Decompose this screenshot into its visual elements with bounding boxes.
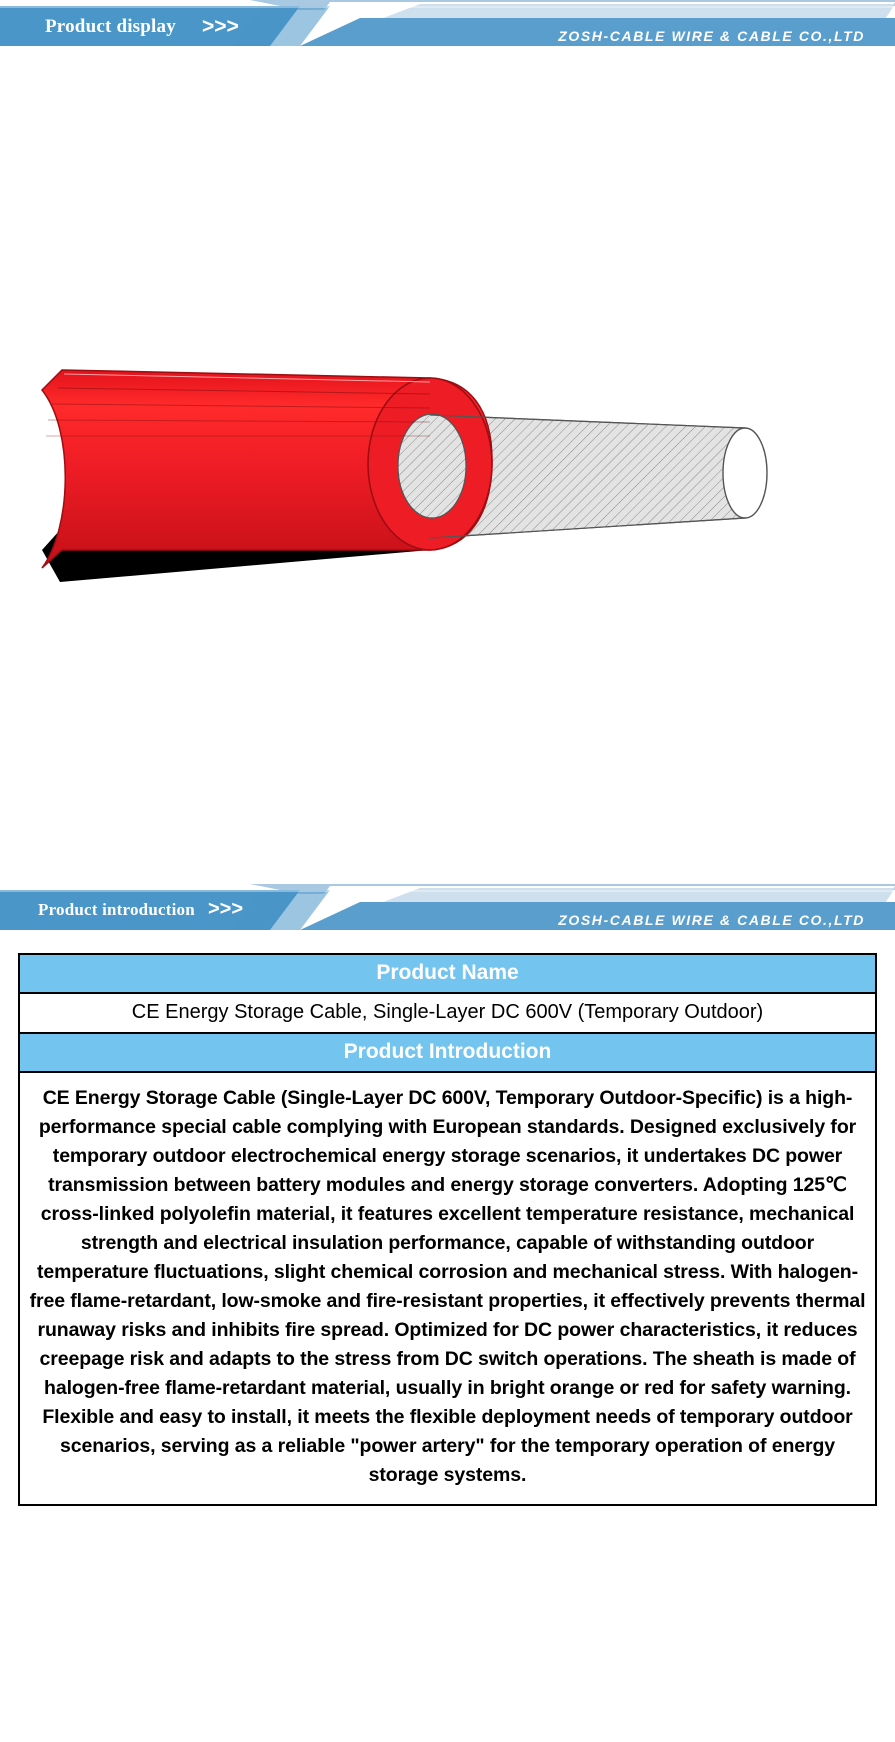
banner-product-introduction: [0, 884, 895, 930]
cable-illustration: [0, 300, 895, 700]
product-name-value: CE Energy Storage Cable, Single-Layer DC 600V (Temporary Outdoor): [20, 994, 875, 1034]
product-image: [0, 300, 895, 700]
banner-product-display: [0, 0, 895, 46]
banner-intro-arrows-icon: >>>: [208, 898, 244, 920]
banner-intro-company-name: ZOSH-CABLE WIRE & CABLE CO.,LTD: [558, 912, 865, 928]
banner-top-company-name: ZOSH-CABLE WIRE & CABLE CO.,LTD: [558, 28, 865, 44]
product-name-header: Product Name: [20, 955, 875, 994]
banner-top-arrows-icon: >>>: [202, 15, 239, 38]
product-introduction-body: CE Energy Storage Cable (Single-Layer DC 600V, Temporary Outdoor-Specific) is a high-performance special cable complying with European standards. Designed exclusively for temporary outdoor electrochemical energy storage scenarios, it undertakes DC power transmission between battery modules and energy storage converters. Adopting 125℃ cross-linked polyolefin material, it features excellent temperature resistance, mechanical strength and electrical insulation performance, capable of withstanding outdoor temperature fluctuations, slight chemical corrosion and mechanical stress. With halogen-free flame-retardant, low-smoke and fire-resistant properties, it effectively prevents thermal runaway risks and inhibits fire spread. Optimized for DC power characteristics, it reduces creepage risk and adapts to the stress from DC switch operations. The sheath is made of halogen-free flame-retardant material, usually in bright orange or red for safety warning. Flexible and easy to install, it meets the flexible deployment needs of temporary outdoor scenarios, serving as a reliable "power artery" for the temporary operation of energy storage systems.: [29, 1087, 866, 1486]
banner-intro-label: Product introduction: [38, 900, 195, 919]
banner-top-label: Product display: [45, 16, 176, 37]
product-introduction-header: Product Introduction: [20, 1034, 875, 1073]
product-info-table: [18, 953, 877, 1506]
